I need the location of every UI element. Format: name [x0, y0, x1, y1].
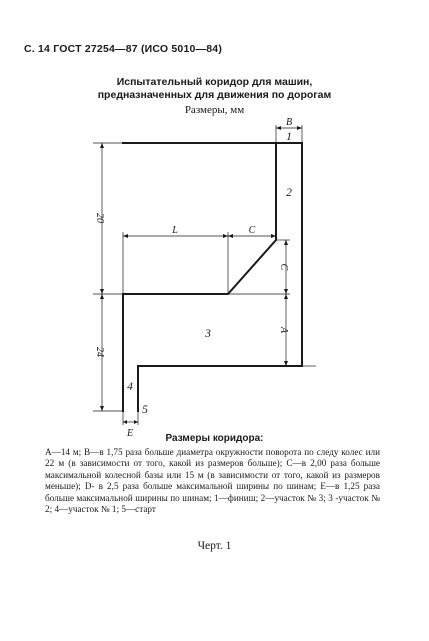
dim-label-upper: 20: [94, 213, 105, 223]
dim-label-c-horizontal: C: [248, 225, 256, 236]
dim-label-c-vertical: C: [278, 263, 289, 271]
section-number-4: 4: [127, 381, 133, 393]
section-number-2: 2: [286, 187, 292, 199]
dim-label-lower: 24: [94, 347, 105, 357]
dim-label-a: A: [278, 326, 289, 334]
section-number-1: 1: [286, 131, 292, 143]
dim-label-e: E: [126, 428, 134, 439]
figure-title-line-1: Испытательный коридор для машин,: [116, 76, 313, 88]
corridor-inner-boundary: [123, 143, 276, 411]
page-header: С. 14 ГОСТ 27254—87 (ИСО 5010—84): [24, 43, 223, 55]
legend-title: Размеры коридора:: [165, 433, 264, 444]
legend-text: A—14 м; B—в 1,75 раза больше диаметра окружности поворота по следу колес или 22 м (в зависимости от того, какой из размеров больше); C—в 2,00 раза больше максимальной колесной базы или 15 м (в зависимости от того, какой из размеров меньше); D- в 2,5 раза больше максимальной ширины по шинам; E—в 1,25 раза больше максимальной ширины по шинам; 1—финиш; 2—участок № 3; 3 -участок № 2; 4—участок № 1; 5—старт: [45, 447, 380, 515]
dimensions-unit-note: Размеры, мм: [184, 104, 245, 116]
figure-title-line-2: предназначенных для движения по дорогам: [97, 89, 332, 101]
section-number-3: 3: [205, 328, 211, 340]
dim-label-l: L: [172, 225, 178, 236]
figure-label: Черт. 1: [197, 540, 232, 552]
section-number-5: 5: [142, 404, 148, 416]
dim-label-b: B: [285, 117, 293, 128]
